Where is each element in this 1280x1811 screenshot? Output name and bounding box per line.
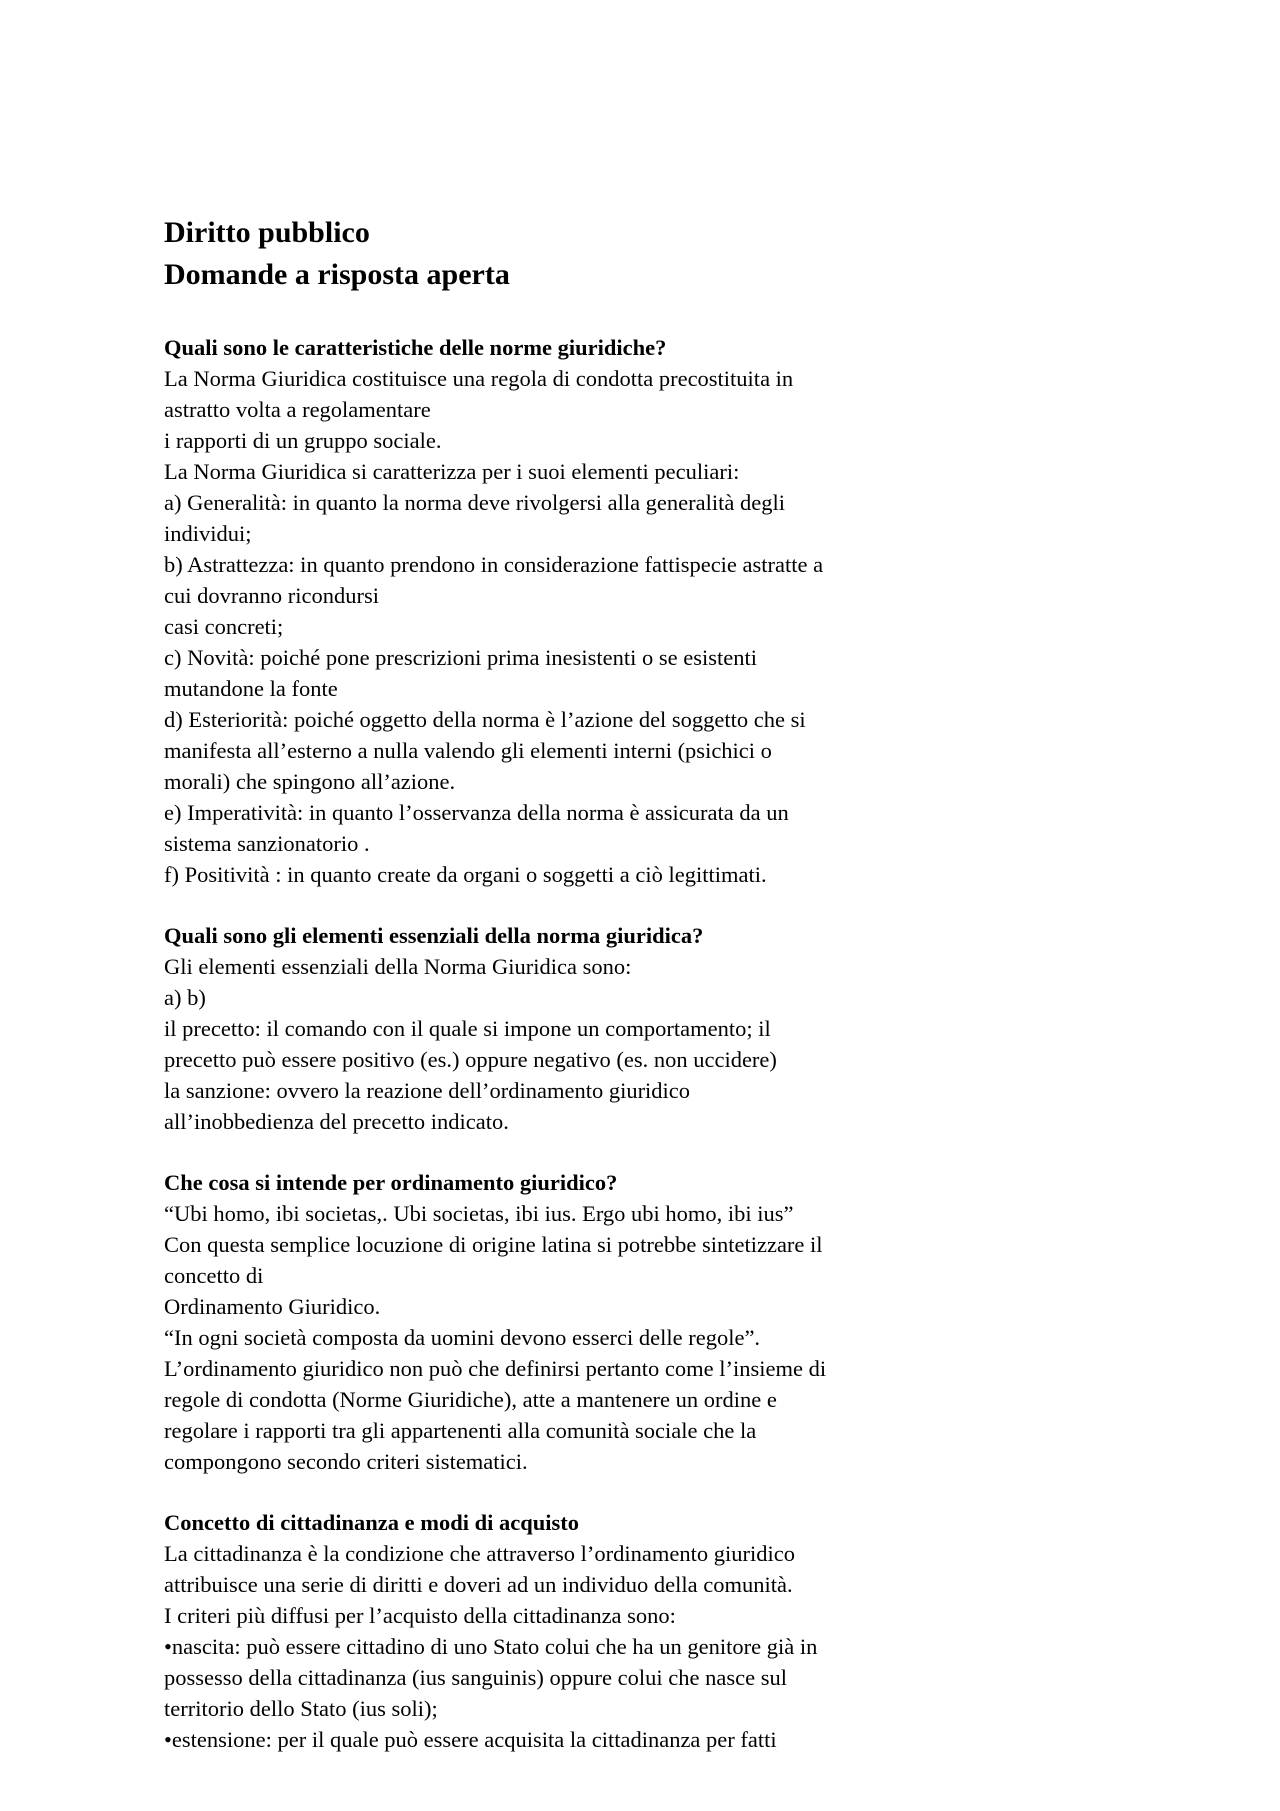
text-line: •estensione: per il quale può essere acquisita la cittadinanza per fatti	[164, 1727, 777, 1752]
text-line: a) b)	[164, 985, 206, 1010]
text-line: manifesta all’esterno a nulla valendo gli elementi interni (psichici o	[164, 738, 772, 763]
text-line: concetto di	[164, 1263, 264, 1288]
text-line: attribuisce una serie di diritti e doveri ad un individuo della comunità.	[164, 1572, 793, 1597]
section-ordinamento-giuridico	[164, 1167, 944, 1477]
section-elementi-essenziali	[164, 920, 944, 1137]
text-line: “In ogni società composta da uomini devono esserci delle regole”.	[164, 1325, 761, 1350]
text-line: I criteri più diffusi per l’acquisto della cittadinanza sono:	[164, 1603, 676, 1628]
text-line: mutandone la fonte	[164, 676, 338, 701]
text-line: compongono secondo criteri sistematici.	[164, 1449, 528, 1474]
text-line: e) Imperatività: in quanto l’osservanza della norma è assicurata da un	[164, 800, 789, 825]
text-line: la sanzione: ovvero la reazione dell’ordinamento giuridico	[164, 1078, 691, 1103]
document-title	[164, 212, 944, 296]
text-line: f) Positività : in quanto create da organi o soggetti a ciò legittimati.	[164, 862, 767, 887]
text-line: cui dovranno ricondursi	[164, 583, 379, 608]
text-line: i rapporti di un gruppo sociale.	[164, 428, 442, 453]
text-line: c) Novità: poiché pone prescrizioni prima inesistenti o se esistenti	[164, 645, 757, 670]
document-page	[164, 212, 944, 1755]
text-line: all’inobbedienza del precetto indicato.	[164, 1109, 509, 1134]
text-line: possesso della cittadinanza (ius sanguinis) oppure colui che nasce sul	[164, 1665, 787, 1690]
text-line: casi concreti;	[164, 614, 284, 639]
text-line: astratto volta a regolamentare	[164, 397, 431, 422]
text-line: Ordinamento Giuridico.	[164, 1294, 381, 1319]
text-line: La Norma Giuridica costituisce una regola di condotta precostituita in	[164, 366, 794, 391]
title-line-2: Domande a risposta aperta	[164, 258, 510, 291]
text-line: La cittadinanza è la condizione che attraverso l’ordinamento giuridico	[164, 1541, 795, 1566]
text-line: precetto può essere positivo (es.) oppure negativo (es. non uccidere)	[164, 1047, 777, 1072]
text-line: morali) che spingono all’azione.	[164, 769, 456, 794]
text-line: b) Astrattezza: in quanto prendono in considerazione fattispecie astratte a	[164, 552, 824, 577]
question-heading: Quali sono gli elementi essenziali della norma giuridica?	[164, 923, 704, 948]
title-line-1: Diritto pubblico	[164, 216, 370, 249]
text-line: sistema sanzionatorio .	[164, 831, 370, 856]
section-cittadinanza	[164, 1507, 944, 1755]
text-line: “Ubi homo, ibi societas,. Ubi societas, ibi ius. Ergo ubi homo, ibi ius”	[164, 1201, 794, 1226]
text-line: regole di condotta (Norme Giuridiche), atte a mantenere un ordine e	[164, 1387, 777, 1412]
question-heading: Che cosa si intende per ordinamento giuridico?	[164, 1170, 618, 1195]
text-line: a) Generalità: in quanto la norma deve rivolgersi alla generalità degli	[164, 490, 785, 515]
text-line: Gli elementi essenziali della Norma Giuridica sono:	[164, 954, 632, 979]
text-line: d) Esteriorità: poiché oggetto della norma è l’azione del soggetto che si	[164, 707, 806, 732]
question-heading: Concetto di cittadinanza e modi di acquisto	[164, 1510, 580, 1535]
text-line: La Norma Giuridica si caratterizza per i suoi elementi peculiari:	[164, 459, 740, 484]
section-norme-caratteristiche	[164, 332, 944, 890]
text-line: regolare i rapporti tra gli appartenenti alla comunità sociale che la	[164, 1418, 757, 1443]
text-line: •nascita: può essere cittadino di uno Stato colui che ha un genitore già in	[164, 1634, 818, 1659]
text-line: Con questa semplice locuzione di origine latina si potrebbe sintetizzare il	[164, 1232, 823, 1257]
text-line: individui;	[164, 521, 252, 546]
text-line: il precetto: il comando con il quale si impone un comportamento; il	[164, 1016, 771, 1041]
text-line: territorio dello Stato (ius soli);	[164, 1696, 438, 1721]
text-line: L’ordinamento giuridico non può che definirsi pertanto come l’insieme di	[164, 1356, 827, 1381]
question-heading: Quali sono le caratteristiche delle norme giuridiche?	[164, 335, 667, 360]
